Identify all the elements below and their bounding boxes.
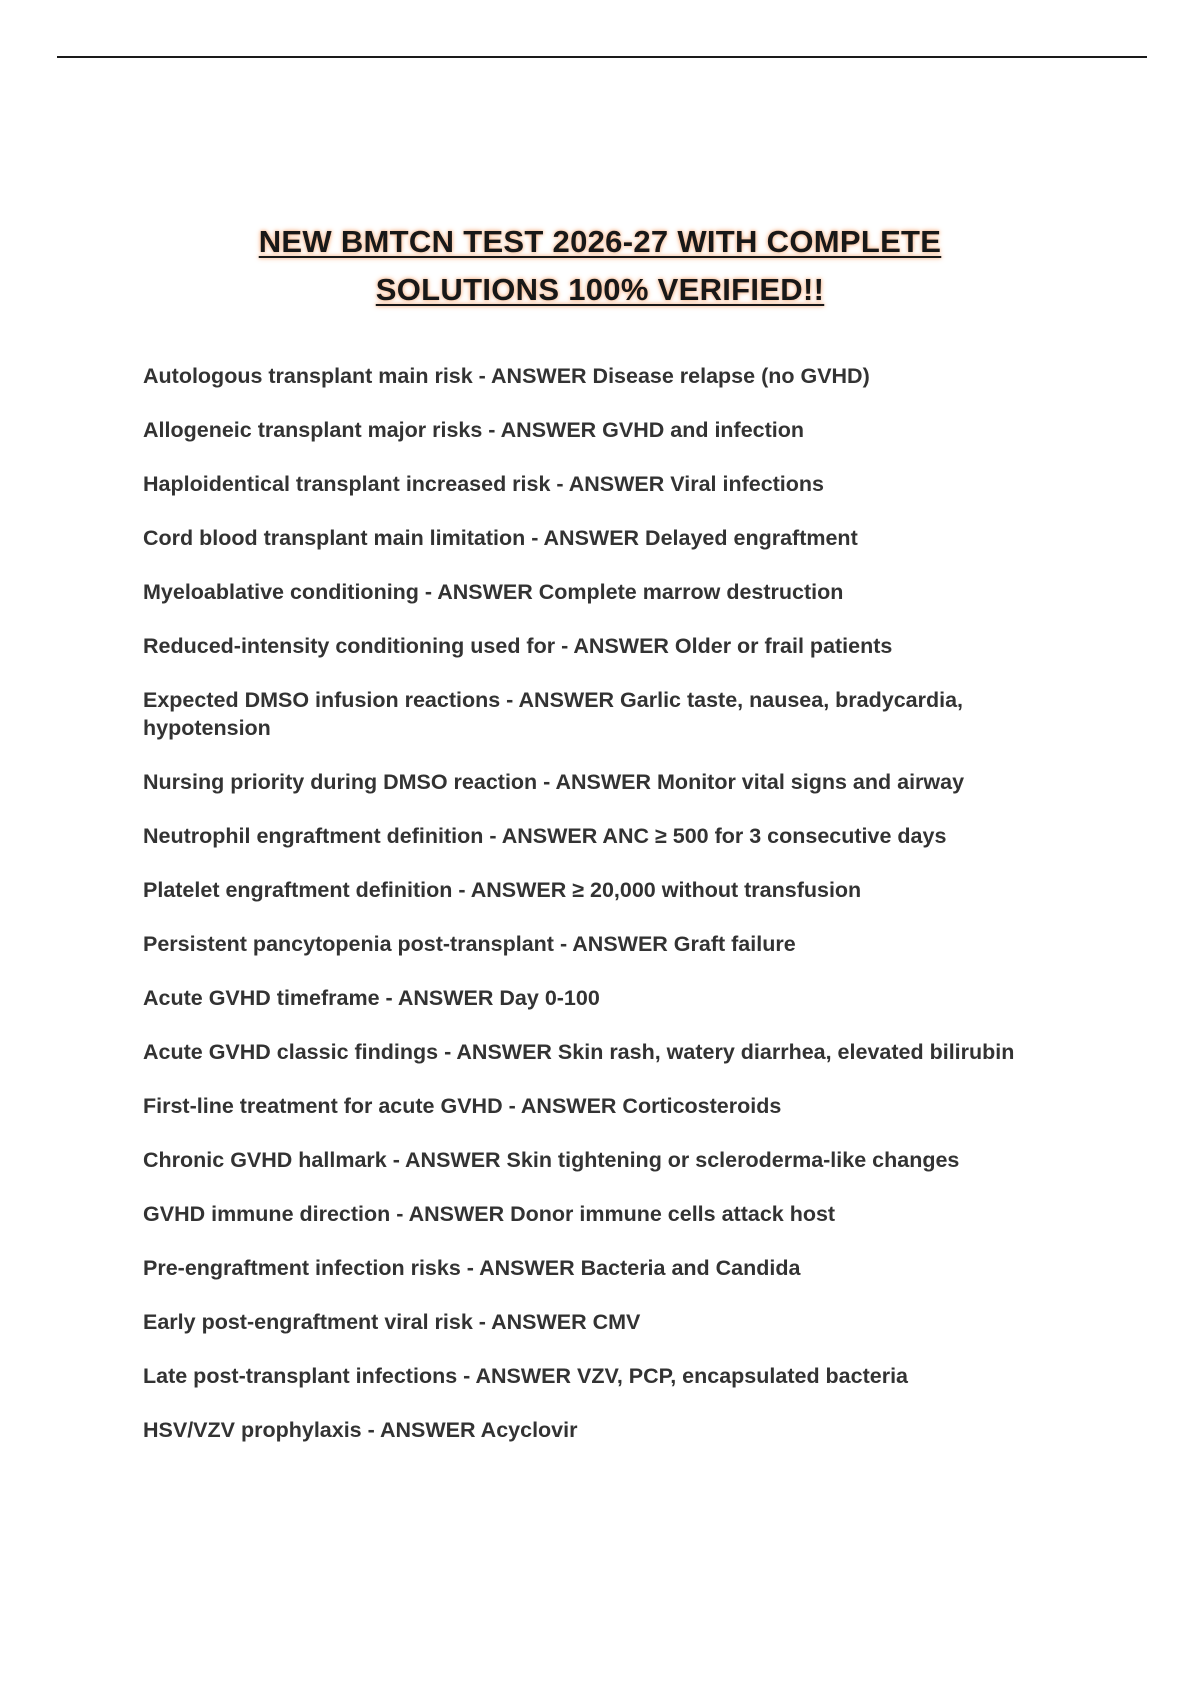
title-line-2: SOLUTIONS 100% VERIFIED!!	[375, 272, 825, 307]
list-item: First-line treatment for acute GVHD - ANSWER Corticosteroids	[143, 1094, 782, 1118]
list-item: Chronic GVHD hallmark - ANSWER Skin tightening or scleroderma-like changes	[143, 1148, 960, 1172]
list-item: Neutrophil engraftment definition - ANSWER ANC ≥ 500 for 3 consecutive days	[143, 824, 947, 848]
list-item: Acute GVHD timeframe - ANSWER Day 0-100	[143, 986, 600, 1010]
list-item: Reduced-intensity conditioning used for - ANSWER Older or frail patients	[143, 634, 893, 658]
list-item: Expected DMSO infusion reactions - ANSWER Garlic taste, nausea, bradycardia, hypotension	[143, 688, 964, 740]
list-item: Autologous transplant main risk - ANSWER Disease relapse (no GVHD)	[143, 364, 870, 388]
list-item: Late post-transplant infections - ANSWER VZV, PCP, encapsulated bacteria	[143, 1364, 909, 1388]
list-item: Platelet engraftment definition - ANSWER ≥ 20,000 without transfusion	[143, 878, 862, 902]
list-item: Early post-engraftment viral risk - ANSWER CMV	[143, 1310, 641, 1334]
list-item: Haploidentical transplant increased risk - ANSWER Viral infections	[143, 472, 825, 496]
list-item: HSV/VZV prophylaxis - ANSWER Acyclovir	[143, 1418, 578, 1442]
list-item: Allogeneic transplant major risks - ANSWER GVHD and infection	[143, 418, 805, 442]
question-answer-list	[143, 362, 1083, 1470]
list-item: GVHD immune direction - ANSWER Donor immune cells attack host	[143, 1202, 836, 1226]
list-item: Persistent pancytopenia post-transplant - ANSWER Graft failure	[143, 932, 796, 956]
list-item: Cord blood transplant main limitation - ANSWER Delayed engraftment	[143, 526, 858, 550]
list-item: Acute GVHD classic findings - ANSWER Skin rash, watery diarrhea, elevated bilirubin	[143, 1040, 1015, 1064]
list-item: Myeloablative conditioning - ANSWER Complete marrow destruction	[143, 580, 844, 604]
top-divider	[57, 56, 1147, 58]
document-title	[0, 218, 1200, 314]
list-item: Nursing priority during DMSO reaction - ANSWER Monitor vital signs and airway	[143, 770, 965, 794]
title-line-1: NEW BMTCN TEST 2026-27 WITH COMPLETE	[258, 224, 942, 259]
list-item: Pre-engraftment infection risks - ANSWER Bacteria and Candida	[143, 1256, 801, 1280]
